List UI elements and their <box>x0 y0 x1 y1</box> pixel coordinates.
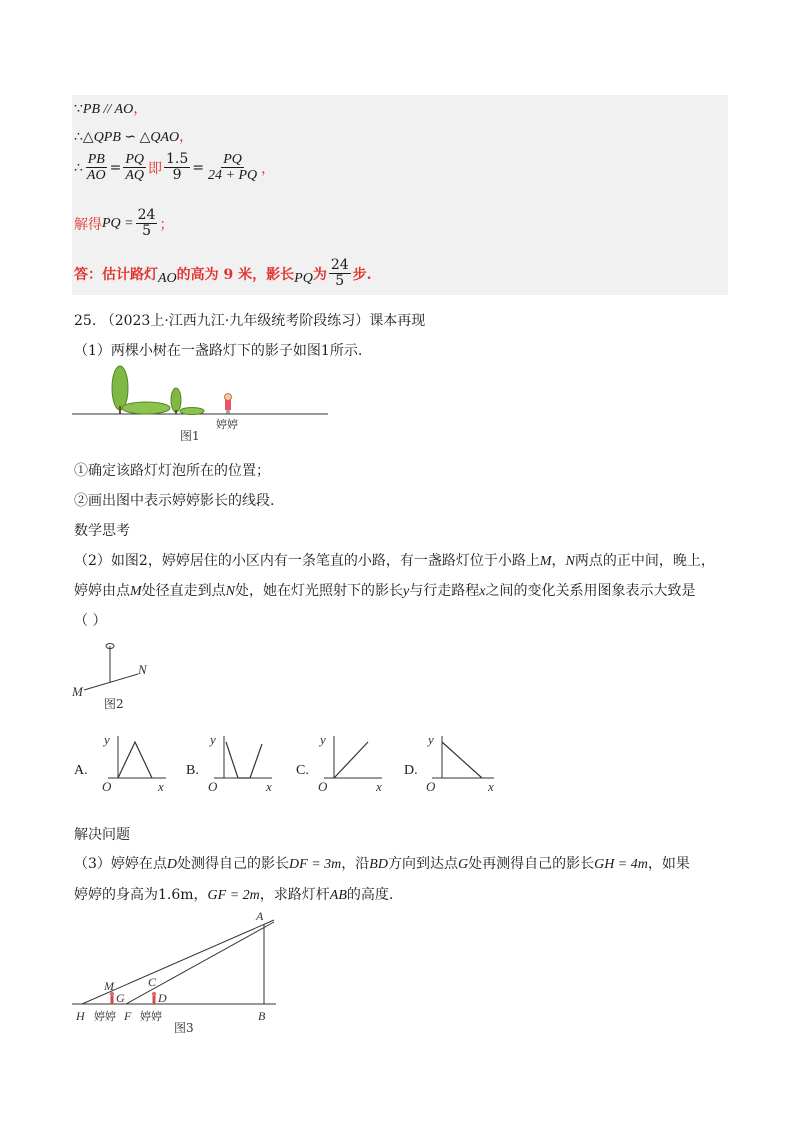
solution-answer <box>74 258 372 290</box>
similar-expr: △QPB ∽ △QAO <box>82 130 180 145</box>
x-axis-label: x <box>376 779 382 794</box>
part-3-text-d: 方向到达点 <box>387 856 458 872</box>
df-expr: DF = 3m <box>289 857 342 872</box>
point-n: N <box>565 554 575 569</box>
answer-text-a: 答：估计路灯 <box>74 266 158 283</box>
option-d-letter[interactable]: D. <box>404 763 418 778</box>
part-2-text-g: 之间的变化关系用图象表示大致是 <box>485 583 696 599</box>
section-solve-problem: 解决问题 <box>74 827 130 843</box>
graph-curve <box>118 742 152 778</box>
answer-text-f: 步. <box>352 266 372 283</box>
graph-curve <box>226 742 262 778</box>
bd-expr: BD <box>369 857 388 872</box>
answer-text-c: 的高为 9 米，影长 <box>176 266 295 283</box>
label-c: C <box>148 975 157 989</box>
numerator: 1.5 <box>166 151 189 167</box>
figure-3-caption: 图3 <box>174 1021 194 1035</box>
option-b-letter[interactable]: B. <box>186 763 199 778</box>
denominator: 24 + PQ <box>208 168 258 184</box>
ray-f-a <box>126 922 274 1004</box>
x-axis-label: x <box>266 779 272 794</box>
part-2-line-2 <box>74 580 695 600</box>
gf-expr: GF = 2m <box>207 888 260 903</box>
y-axis-label: y <box>104 732 110 747</box>
label-d: D <box>158 991 167 1005</box>
part-2-text-e: 处，她在灯光照射下的影长 <box>235 583 404 599</box>
solution-line-2 <box>74 126 193 146</box>
option-d-graph[interactable] <box>420 730 500 794</box>
road-line <box>84 674 138 690</box>
denominator: AQ <box>125 168 144 184</box>
part-3-text-b: 处测得自己的影长 <box>177 856 290 872</box>
graph-curve <box>442 742 482 778</box>
numerator: PB <box>87 152 105 167</box>
part-2-text-b: 两点的正中间，晚上， <box>574 553 715 569</box>
equals: = <box>109 159 122 176</box>
ab-expr: AB <box>329 888 347 903</box>
point-m: M <box>130 584 142 599</box>
part-3-text-g: 婷婷的身高为1.6m， <box>74 887 208 903</box>
numerator: PQ <box>125 152 144 167</box>
part-3-line-2 <box>74 884 393 904</box>
small-tree <box>171 388 181 414</box>
part-3-text-f: ，如果 <box>647 856 690 872</box>
option-a-letter[interactable]: A. <box>74 763 88 778</box>
label-n: N <box>138 662 147 677</box>
option-c-letter[interactable]: C. <box>296 763 309 778</box>
part-2-text-a: （2）如图2，婷婷居住的小区内有一条笔直的小路，有一盏路灯位于小路上 <box>74 553 540 569</box>
figure-2 <box>70 636 180 712</box>
part-3-text-a: （3）婷婷在点 <box>74 856 167 872</box>
denominator: AO <box>86 168 106 184</box>
origin-label: O <box>426 779 436 794</box>
person-label-1: 婷婷 <box>94 1010 116 1023</box>
tree-shadow-1 <box>122 402 170 414</box>
fraction-pq-aq <box>123 152 146 184</box>
section-math-thinking: 数学思考 <box>74 523 130 539</box>
part-2-text-f: 与行走路程 <box>409 583 480 599</box>
part-3-text-c: ，沿 <box>341 856 370 872</box>
ji-word: 即 <box>148 160 162 177</box>
part-2-text-d: 处径直走到点 <box>141 583 226 599</box>
semicolon: ； <box>159 216 174 233</box>
figure-2-caption: 图2 <box>104 697 124 711</box>
y-axis-label: y <box>320 732 326 747</box>
graph-curve <box>334 742 368 778</box>
numerator: 24 <box>137 207 156 223</box>
question-1: ①确定该路灯灯泡所在的位置； <box>74 463 270 479</box>
label-m: M <box>104 979 114 993</box>
denominator: 5 <box>142 223 151 240</box>
point-g: G <box>457 857 469 872</box>
var-y: y <box>403 584 410 599</box>
girl-at-g <box>110 992 114 1004</box>
therefore-symbol: ∴ <box>74 129 83 145</box>
comma: ， <box>179 129 194 145</box>
origin-label: O <box>102 779 112 794</box>
part-2-text-c: 婷婷由点 <box>74 583 130 599</box>
comma: ， <box>551 553 566 569</box>
fraction-pb-ao <box>85 152 108 184</box>
part-3-text-e: 处再测得自己的影长 <box>468 856 595 872</box>
because-symbol: ∵ <box>74 101 83 117</box>
gh-expr: GH = 4m <box>594 857 648 872</box>
fraction-1.5-9 <box>164 152 190 184</box>
option-c-graph[interactable] <box>312 730 388 794</box>
answer-pq: PQ <box>294 270 313 286</box>
solution-line-1 <box>74 98 147 118</box>
equals: = <box>192 159 204 176</box>
solution-line-4 <box>74 208 173 240</box>
point-m: M <box>539 554 552 569</box>
point-n: N <box>225 584 236 599</box>
figure-1-caption: 图1 <box>180 429 200 442</box>
parallel-expr: PB // AO <box>82 102 134 117</box>
fraction-24-5 <box>329 258 351 290</box>
origin-label: O <box>318 779 328 794</box>
solve-label: 解得 <box>74 216 102 233</box>
girl-at-d <box>152 992 156 1004</box>
problem-header: 25. （2023上·江西九江·九年级统考阶段练习）课本再现 <box>74 313 426 329</box>
solution-line-3 <box>74 152 275 184</box>
part-3-line-1 <box>74 853 690 873</box>
part-2-line-1 <box>74 550 715 570</box>
question-2: ②画出图中表示婷婷影长的线段. <box>74 493 275 509</box>
y-axis-label: y <box>210 732 216 747</box>
fraction-24-5 <box>136 208 158 240</box>
denominator: 9 <box>172 167 182 184</box>
answer-blank: （ ） <box>74 613 107 629</box>
option-b-graph[interactable] <box>202 730 278 794</box>
part-3-text-h: ，求路灯杆 <box>259 887 330 903</box>
part-1-text: （1）两棵小树在一盏路灯下的影子如图1所示. <box>74 343 363 359</box>
option-a-graph[interactable] <box>96 730 172 794</box>
person-label-2: 婷婷 <box>140 1010 162 1023</box>
pq-equals: PQ = <box>102 215 134 231</box>
y-axis-label: y <box>428 732 434 747</box>
comma: ， <box>133 101 148 117</box>
figure-3 <box>70 908 290 1038</box>
label-a: A <box>256 909 264 923</box>
origin-label: O <box>208 779 218 794</box>
fraction-pq-24pq <box>206 152 259 184</box>
x-axis-label: x <box>488 779 494 794</box>
tree-shadow-2 <box>180 408 204 415</box>
girl-figure <box>225 394 232 415</box>
numerator: PQ <box>223 152 242 167</box>
numerator: 24 <box>330 257 349 273</box>
label-f: F <box>124 1009 132 1023</box>
therefore-symbol: ∴ <box>74 159 83 176</box>
var-x: x <box>479 584 486 599</box>
x-axis-label: x <box>158 779 164 794</box>
label-m: M <box>72 684 83 699</box>
answer-text-e: 为 <box>312 266 327 283</box>
comma: ， <box>261 160 276 177</box>
point-d: D <box>166 857 178 872</box>
part-3-text-i: 的高度. <box>346 887 394 903</box>
answer-ao: AO <box>158 270 177 286</box>
label-b: B <box>258 1009 266 1023</box>
label-g: G <box>116 991 125 1005</box>
figure-1 <box>72 362 332 442</box>
person-label: 婷婷 <box>216 418 238 431</box>
label-h: H <box>76 1009 85 1023</box>
denominator: 5 <box>335 273 345 290</box>
